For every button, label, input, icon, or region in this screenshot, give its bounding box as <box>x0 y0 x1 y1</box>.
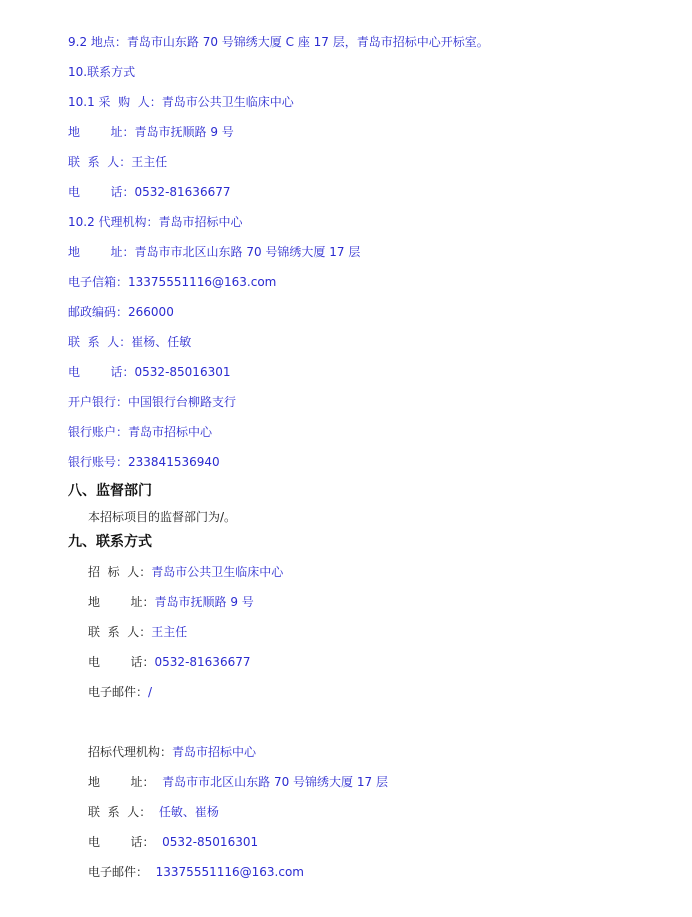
field-label: 招 标 人： <box>88 565 152 579</box>
field-label: 联 系 人： <box>68 335 132 349</box>
field-label: 联 系 人： <box>88 805 152 819</box>
field-value: 13375551116@163.com <box>148 865 304 879</box>
field-value: 青岛市公共卫生临床中心 <box>161 95 294 109</box>
field-value: 青岛市抚顺路 9 号 <box>154 595 254 609</box>
field-label: 电子邮件： <box>88 685 149 699</box>
field-label: 电 话： <box>68 365 135 379</box>
field-value: 13375551116@163.com <box>128 275 277 289</box>
field-label: 9.2 地点： <box>68 35 127 49</box>
field-label: 银行账号： <box>68 455 129 469</box>
field-value: 0532-81636677 <box>134 185 231 199</box>
field-value: 青岛市山东路 70 号锦绣大厦 C 座 17 层，青岛市招标中心开标室。 <box>126 35 489 49</box>
field-value: / <box>148 685 153 699</box>
field-value: 王主任 <box>131 155 168 169</box>
field-label: 电 话： <box>68 185 135 199</box>
field-value: 青岛市公共卫生临床中心 <box>151 565 284 579</box>
field-value: 青岛市招标中心 <box>172 745 257 759</box>
field-value: 0532-81636677 <box>154 655 251 669</box>
bank-name-line <box>68 394 236 410</box>
field-label: 10.1 采 购 人： <box>68 95 162 109</box>
field-value: 青岛市招标中心 <box>128 425 213 439</box>
field-label: 邮政编码： <box>68 305 129 319</box>
buyer-address-line <box>68 124 234 140</box>
agent-phone-line <box>68 364 230 380</box>
bank-account-number-line <box>68 454 220 470</box>
field-label: 联 系 人： <box>68 155 132 169</box>
agent-line <box>68 214 243 230</box>
field-value: 崔杨、任敏 <box>131 335 192 349</box>
field-label: 电 话： <box>88 835 155 849</box>
tenderer-email-line <box>88 684 152 700</box>
field-value: 233841536940 <box>128 455 220 469</box>
field-value: 青岛市市北区山东路 70 号锦绣大厦 17 层 <box>154 775 388 789</box>
agency-phone-line <box>88 834 258 850</box>
agency-contact-line <box>88 804 219 820</box>
tenderer-contact-line <box>88 624 187 640</box>
section-8-heading: 八、监督部门 <box>68 483 152 499</box>
buyer-phone-line <box>68 184 230 200</box>
bank-account-name-line <box>68 424 212 440</box>
field-label: 地 址： <box>68 245 135 259</box>
field-value: 王主任 <box>151 625 188 639</box>
field-value: 青岛市抚顺路 9 号 <box>134 125 234 139</box>
field-label: 开户银行： <box>68 395 129 409</box>
field-label: 联 系 人： <box>88 625 152 639</box>
field-label: 地 址： <box>88 775 155 789</box>
field-label: 银行账户： <box>68 425 129 439</box>
field-value: 0532-85016301 <box>154 835 259 849</box>
agency-email-line <box>88 864 304 880</box>
agent-email-line <box>68 274 276 290</box>
buyer-line <box>68 94 294 110</box>
field-label: 10.2 代理机构： <box>68 215 159 229</box>
agent-contact-line <box>68 334 191 350</box>
field-label: 地 址： <box>88 595 155 609</box>
section-9-heading: 九、联系方式 <box>68 534 152 550</box>
field-label: 电子信箱： <box>68 275 129 289</box>
section-8-text: 本招标项目的监督部门为/。 <box>88 510 237 524</box>
field-value: 青岛市市北区山东路 70 号锦绣大厦 17 层 <box>134 245 361 259</box>
field-label: 电 话： <box>88 655 155 669</box>
field-value: 0532-85016301 <box>134 365 231 379</box>
location-line <box>68 34 489 50</box>
field-label: 电子邮件： <box>88 865 149 879</box>
field-value: 青岛市招标中心 <box>158 215 243 229</box>
tenderer-address-line <box>88 594 254 610</box>
agent-postcode-line <box>68 304 174 320</box>
buyer-contact-line <box>68 154 167 170</box>
tenderer-phone-line <box>88 654 250 670</box>
agency-address-line <box>88 774 388 790</box>
tenderer-line <box>88 564 283 580</box>
field-label: 地 址： <box>68 125 135 139</box>
field-value: 任敏、崔杨 <box>151 805 219 819</box>
field-value: 中国银行台柳路支行 <box>128 395 237 409</box>
contact-heading-10 <box>68 64 135 80</box>
field-label: 10.联系方式 <box>68 65 136 79</box>
field-value: 266000 <box>128 305 174 319</box>
agency-line <box>88 744 256 760</box>
field-label: 招标代理机构： <box>88 745 173 759</box>
agent-address-line <box>68 244 360 260</box>
